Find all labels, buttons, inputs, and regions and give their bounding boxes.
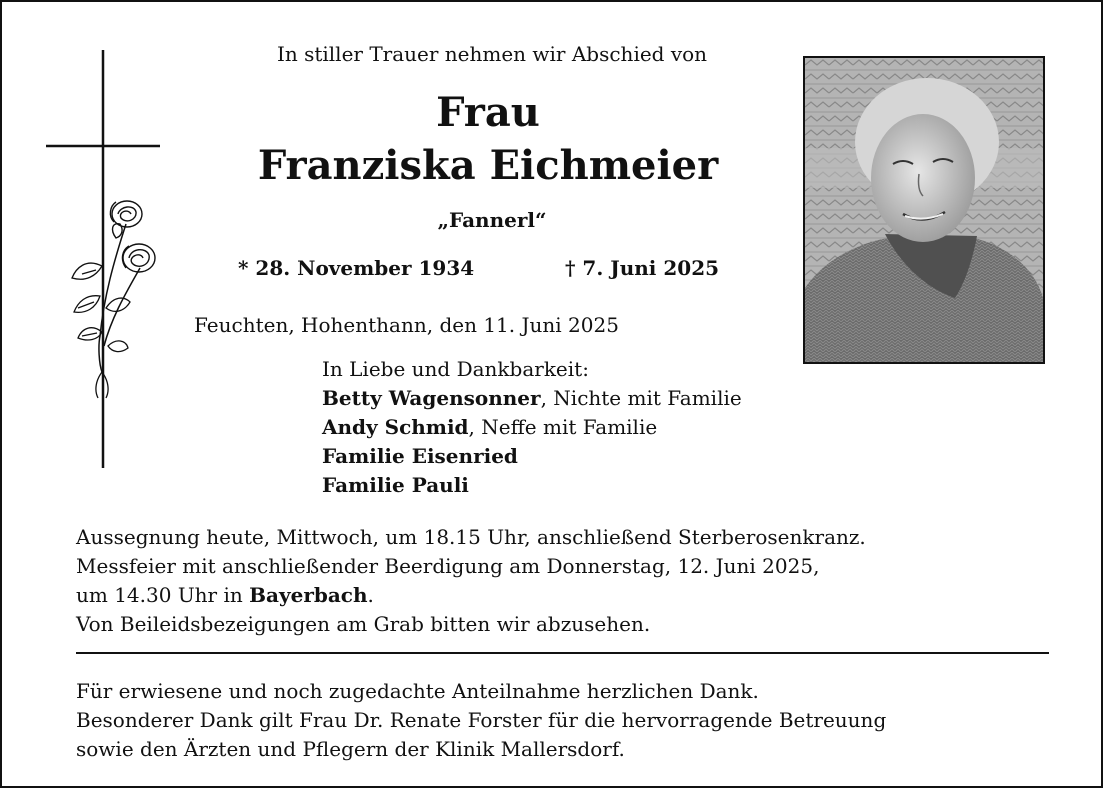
signer-name: Familie Pauli <box>322 473 469 497</box>
divider <box>76 652 1049 654</box>
place-date: Feuchten, Hohenthann, den 11. Juni 2025 <box>194 313 619 337</box>
info-line-text: um 14.30 Uhr in <box>76 583 250 607</box>
deceased-name: Franziska Eichmeier <box>257 142 719 189</box>
death-date: † 7. Juni 2025 <box>565 256 720 280</box>
signer-row <box>322 442 742 471</box>
thanks-block <box>76 677 886 764</box>
cross-with-roses-icon <box>42 46 167 476</box>
signers-block <box>322 355 742 500</box>
thanks-line: Für erwiesene und noch zugedachte Anteilnahme herzlichen Dank. <box>76 679 759 703</box>
info-line <box>76 581 866 610</box>
signer-relation: , Nichte mit Familie <box>540 386 742 410</box>
info-line-punct: . <box>367 583 374 607</box>
ceremony-info <box>76 523 866 639</box>
salutation: Frau <box>436 89 540 136</box>
signers-intro: In Liebe und Dankbarkeit: <box>322 357 589 381</box>
signer-name: Betty Wagensonner <box>322 386 541 410</box>
intro-text: In stiller Trauer nehmen wir Abschied von <box>276 42 708 66</box>
info-line: Messfeier mit anschließender Beerdigung am Donnerstag, 12. Juni 2025, <box>76 554 820 578</box>
nickname: „Fannerl“ <box>437 208 547 232</box>
signer-row <box>322 384 742 413</box>
info-line: Von Beileidsbezeigungen am Grab bitten wir abzusehen. <box>76 612 651 636</box>
thanks-line: sowie den Ärzten und Pflegern der Klinik Mallersdorf. <box>76 737 625 761</box>
portrait-photo <box>803 56 1045 364</box>
birth-date: * 28. November 1934 <box>238 256 475 280</box>
info-line: Aussegnung heute, Mittwoch, um 18.15 Uhr, anschließend Sterberosenkranz. <box>76 525 866 549</box>
location-name: Bayerbach <box>249 583 368 607</box>
signer-name: Familie Eisenried <box>322 444 518 468</box>
signer-row <box>322 413 742 442</box>
thanks-line: Besonderer Dank gilt Frau Dr. Renate Forster für die hervorragende Betreuung <box>76 708 887 732</box>
signer-name: Andy Schmid <box>322 415 469 439</box>
signer-relation: , Neffe mit Familie <box>468 415 658 439</box>
signer-row <box>322 471 742 500</box>
